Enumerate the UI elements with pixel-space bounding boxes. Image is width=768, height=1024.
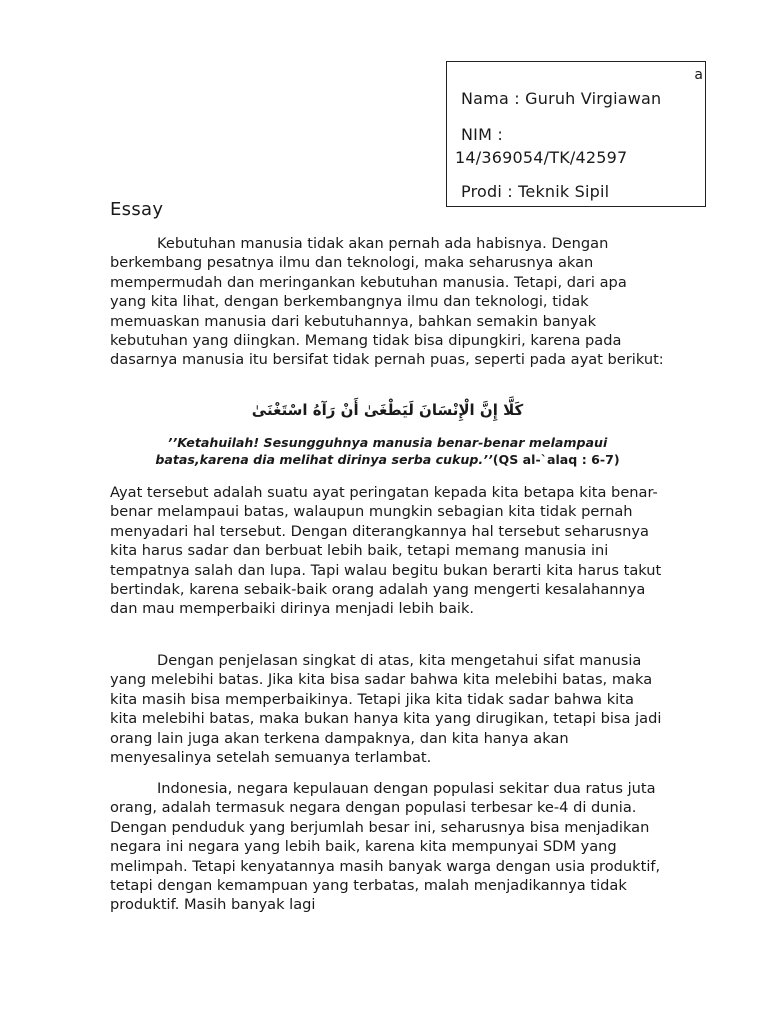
verse-translation — [130, 434, 645, 468]
essay-paragraph-3: Dengan penjelasan singkat di atas, kita mengetahui sifat manusia yang melebihi batas. Jika kita bisa sadar bahwa kita melebihi batas, maka kita masih bisa memperbaikinya. Tetapi jika kita tidak sadar bahwa kita kita melebihi batas, maka bukan hanya kita yang dirugikan, tetapi bisa jadi orang lain juga akan terkena dampaknya, dan kita hanya akan menyesalinya setelah semuanya terlambat. — [110, 652, 662, 767]
student-program: Prodi : Teknik Sipil — [461, 182, 610, 201]
student-name: Nama : Guruh Virgiawan — [461, 89, 662, 108]
essay-paragraph-2: Ayat tersebut adalah suatu ayat peringatan kepada kita betapa kita benar-benar melampaui batas, walaupun mungkin sebagian kita tidak pernah menyadari hal tersebut. Dengan diterangkannya hal tersebut seharusnya kita harus sadar dan berbuat lebih baik, tetapi memang manusia ini tempatnya salah dan lupa. Tapi walau begitu bukan berarti kita harus takut bertindak, karena sebaik-baik orang adalah yang mengerti kesalahannya dan mau memperbaiki dirinya menjadi lebih baik. — [110, 484, 662, 618]
essay-paragraph-4: Indonesia, negara kepulauan dengan populasi sekitar dua ratus juta orang, adalah termasuk negara dengan populasi terbesar ke-4 di dunia. Dengan penduduk yang berjumlah besar ini, seharusnya bisa menjadikan negara ini negara yang lebih baik, karena kita mempunyai SDM yang melimpah. Tetapi kenyatannya masih banyak warga dengan usia produktif, tetapi dengan kemampuan yang terbatas, malah menjadikannya tidak produktif. Masih banyak lagi — [110, 780, 661, 914]
essay-paragraph-1: Kebutuhan manusia tidak akan pernah ada habisnya. Dengan berkembang pesatnya ilmu dan teknologi, maka seharusnya akan mempermudah dan meringankan kebutuhan manusia. Tetapi, dari apa yang kita lihat, dengan berkembangnya ilmu dan teknologi, tidak memuaskan manusia dari kebutuhannya, bahkan semakin banyak kebutuhan yang diingkan. Memang tidak bisa dipungkiri, karena pada dasarnya manusia itu bersifat tidak pernah puas, seperti pada ayat berikut: — [110, 235, 664, 369]
identity-corner-mark: a — [694, 67, 703, 83]
translation-text: ’’Ketahuilah! Sesungguhnya manusia benar-benar melampaui batas,karena dia melihat dirinya serba cukup.’’ — [155, 435, 608, 467]
translation-reference: (QS al-`alaq : 6-7) — [492, 452, 620, 467]
essay-title: Essay — [110, 199, 164, 220]
arabic-verse: كَلَّا إِنَّ الْإِنْسَانَ لَيَطْغَىٰ أَنْ رَآهُ اسْتَغْنَىٰ — [251, 401, 524, 419]
student-nim-value: 14/369054/TK/42597 — [455, 148, 628, 167]
student-nim-label: NIM : — [461, 125, 503, 144]
student-identity-box — [446, 61, 706, 207]
